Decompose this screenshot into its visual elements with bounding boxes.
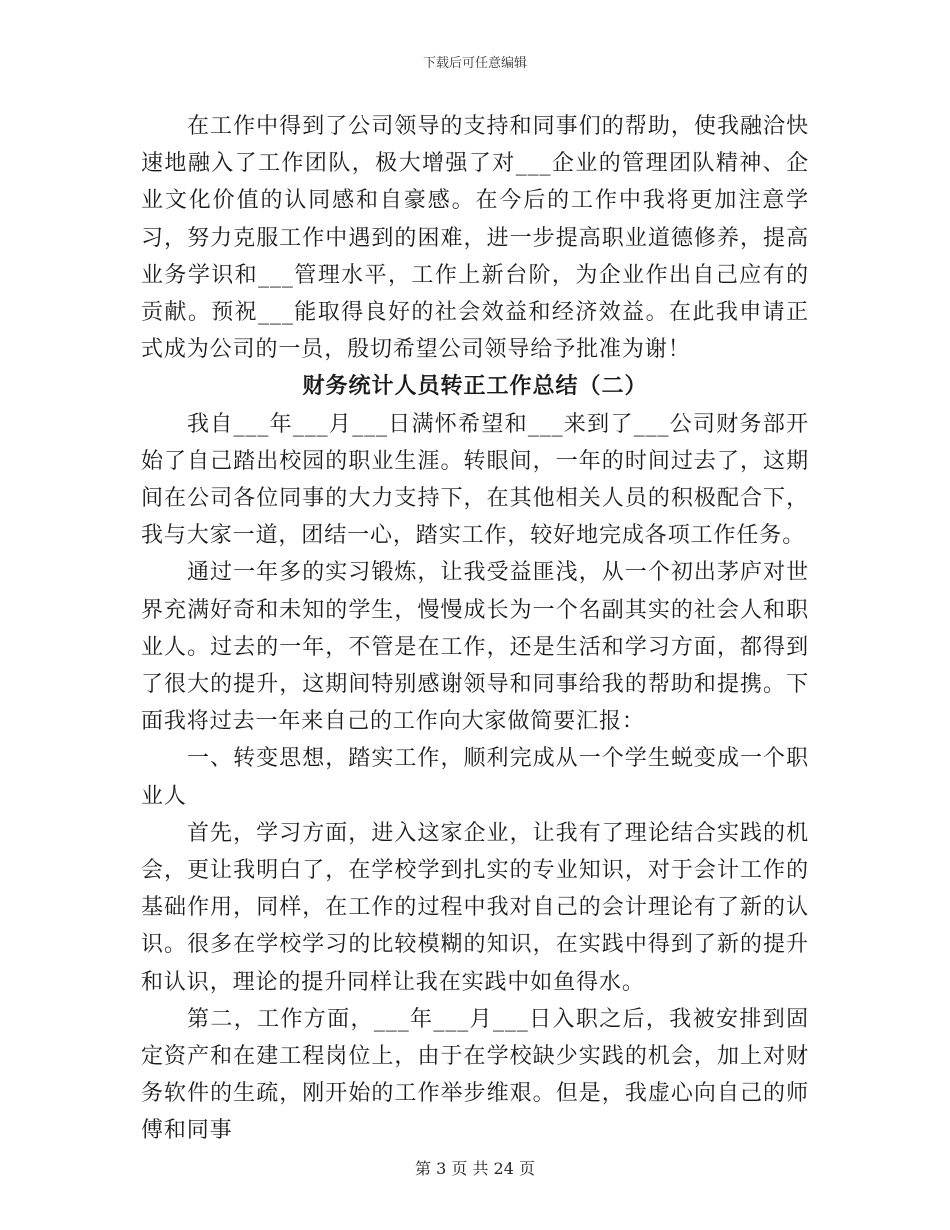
paragraph-3: 通过一年多的实习锻炼，让我受益匪浅，从一个初出茅庐对世界充满好奇和未知的学生，慢慢成长为一个名副其实的社会人和职业人。过去的一年，不管是在工作，还是生活和学习方面，都得到了很大的提升，这期间特别感谢领导和同事给我的帮助和提携。下面我将过去一年来自己的工作向大家做简要汇报： — [141, 560, 809, 735]
document-body — [141, 108, 809, 1150]
header-note: 下载后可任意编辑 — [422, 56, 527, 71]
paragraph-2: 我自___年___月___日满怀希望和___来到了___公司财务部开始了自己踏出校园的职业生涯。转眼间，一年的时间过去了，这期间在公司各位同事的大力支持下，在其他相关人员的积极配合下，我与大家一道，团结一心，踏实工作，较好地完成各项工作任务。 — [141, 411, 809, 549]
section-title: 财务统计人员转正工作总结（二） — [302, 374, 648, 400]
paragraph-4: 一、转变思想，踏实工作，顺利完成从一个学生蜕变成一个职业人 — [141, 746, 809, 809]
paragraph-1: 在工作中得到了公司领导的支持和同事们的帮助，使我融洽快速地融入了工作团队，极大增强了对___企业的管理团队精神、企业文化价值的认同感和自豪感。在今后的工作中我将更加注意学习，努力克服工作中遇到的困难，进一步提高职业道德修养，提高业务学识和___管理水平，工作上新台阶，为企业作出自己应有的贡献。预祝___能取得良好的社会效益和经济效益。在此我申请正式成为公司的一员，殷切希望公司领导给予批准为谢！ — [141, 114, 809, 363]
paragraph-6: 第二，工作方面，___年___月___日入职之后，我被安排到固定资产和在建工程岗位上，由于在学校缺少实践的机会，加上对财务软件的生疏，刚开始的工作举步维艰。但是，我虚心向自己的师傅和同事 — [141, 1006, 809, 1144]
page-number: 第 3 页 共 24 页 — [415, 1159, 535, 1178]
paragraph-5: 首先，学习方面，进入这家企业，让我有了理论结合实践的机会，更让我明白了，在学校学到扎实的专业知识，对于会计工作的基础作用，同样，在工作的过程中我对自己的会计理论有了新的认识。很多在学校学习的比较模糊的知识，在实践中得到了新的提升和认识，理论的提升同样让我在实践中如鱼得水。 — [141, 820, 809, 995]
